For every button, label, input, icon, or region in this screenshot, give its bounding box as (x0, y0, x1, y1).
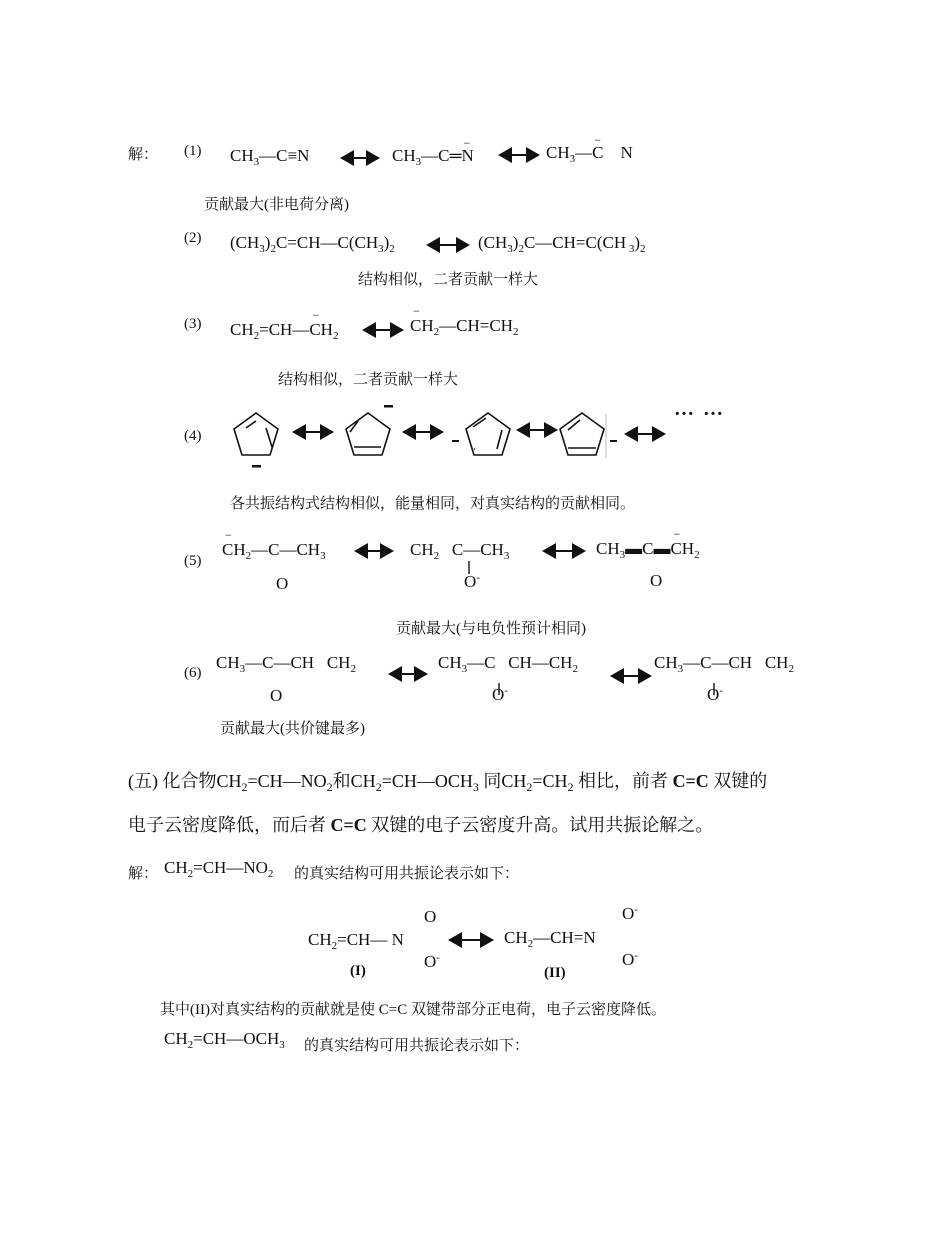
formula-5c: $CH_3▬C▬CH$ − $_2$ (596, 527, 700, 561)
formula-3a: $CH_2=CH—CH$ − $_2$ (230, 308, 339, 342)
formula-5a-oxygen: O (276, 574, 289, 593)
struct-II-formula: $CH_2—CH=N$ (504, 928, 596, 950)
formula-5b: $CH_2$ $C—CH_3$ (410, 540, 510, 562)
solution-text-1: 的真实结构可用共振论表示如下： (294, 866, 520, 882)
answer-label: 解： (128, 147, 159, 163)
ring-1 (234, 413, 278, 455)
question-label: (五) (128, 771, 158, 791)
item-number-4: (4) (184, 428, 202, 444)
cyclopentadienyl-rings (234, 413, 604, 455)
formula-methoxyethylene: $CH_2=CH—OCH_3$ (350, 771, 479, 794)
question-line-2 (128, 811, 713, 837)
ring-3 (466, 413, 510, 455)
item-number-1: (1) (184, 143, 202, 159)
formula-ethylene: $CH_2=CH_2$ (501, 771, 574, 794)
note-3: 结构相似，二者贡献一样大 (278, 372, 459, 388)
formula-6b: $CH_3—C$ $CH—CH_2$ (438, 653, 578, 675)
note-6: 贡献最大(共价键最多) (220, 721, 365, 737)
formula-2a: $(CH_3)_2C=CH—C(CH_3)_2$ (230, 233, 395, 255)
item-number-6: (6) (184, 665, 202, 681)
note-4: 各共振结构式结构相似，能量相同，对真实结构的贡献相同。 (230, 496, 636, 512)
struct-I-oxygen-top: O (424, 907, 437, 926)
question-text-2: 和 (332, 771, 351, 791)
formula-1a: $CH_3—C\equiv N$ (230, 146, 310, 168)
formula-5c-oxygen: O (650, 571, 663, 590)
question-text-1: 化合物 (162, 771, 217, 791)
question-text-5: 双键的 (713, 771, 768, 791)
ring-2 (346, 413, 390, 455)
question-text-4: 相比，前者 (578, 771, 669, 791)
question-line2-a: 电子云密度降低，而后者 (128, 815, 326, 835)
formula-5b-oxygen: O- (464, 571, 480, 591)
formula-6a: $CH_3—C—CH$ $CH_2$ (216, 653, 356, 675)
formula-1b: $CH_3—C═N$ − (392, 136, 474, 168)
note-2: 结构相似，二者贡献一样大 (358, 272, 539, 288)
formula-6c-oxygen: O- (707, 684, 723, 704)
formula-5a: CH − $_2—C—CH_3$ (222, 528, 326, 562)
item-number-5: (5) (184, 553, 202, 569)
ring-4 (560, 413, 604, 455)
formula-1c: $CH_3—C$ − N (546, 133, 633, 165)
question-cc-1: C=C (672, 771, 709, 791)
struct-I-formula: $CH_2=CH—$ N (308, 930, 404, 952)
struct-II-oxygen-top: O- (622, 903, 638, 923)
item-number-3: (3) (184, 316, 202, 332)
solution-label: 解： (128, 866, 159, 882)
struct-I-label: (I) (350, 963, 366, 979)
question-line2-b: 双键的电子云密度升高。试用共振论解之。 (371, 815, 714, 835)
formula-nitroethylene: $CH_2=CH—NO_2$ (216, 771, 333, 794)
formula-methoxyethylene-sol: $CH_2=CH—OCH_3$ (164, 1029, 285, 1051)
note-1: 贡献最大(非电荷分离) (204, 197, 349, 213)
formula-3b: CH − $_2—CH=CH_2$ (410, 304, 519, 338)
question-cc-2: C=C (330, 815, 367, 835)
formula-6b-oxygen: O- (492, 684, 508, 704)
item-number-2: (2) (184, 230, 202, 246)
question-line-1 (128, 767, 767, 793)
struct-I-oxygen-bottom: O- (424, 951, 440, 971)
formula-nitroethylene-sol: $CH_2=CH—NO_2$ (164, 858, 274, 880)
question-text-3: 同 (483, 771, 502, 791)
struct-II-label: (II) (544, 965, 566, 981)
ellipsis: … … (674, 398, 725, 420)
struct-II-oxygen-bottom: O- (622, 949, 638, 969)
solution-explain: 其中(II)对真实结构的贡献就是使 C=C 双键带部分正电荷，电子云密度降低。 (160, 1002, 666, 1018)
solution-text-2: 的真实结构可用共振论表示如下： (304, 1038, 530, 1054)
formula-6a-oxygen: O (270, 686, 283, 705)
formula-6c: $CH_3—C—CH$ $CH_2$ (654, 653, 794, 675)
formula-2b: $(CH_3)_2C—CH=C(CH$ $_3)_2$ (478, 233, 646, 255)
note-5: 贡献最大(与电负性预计相同) (396, 621, 586, 637)
